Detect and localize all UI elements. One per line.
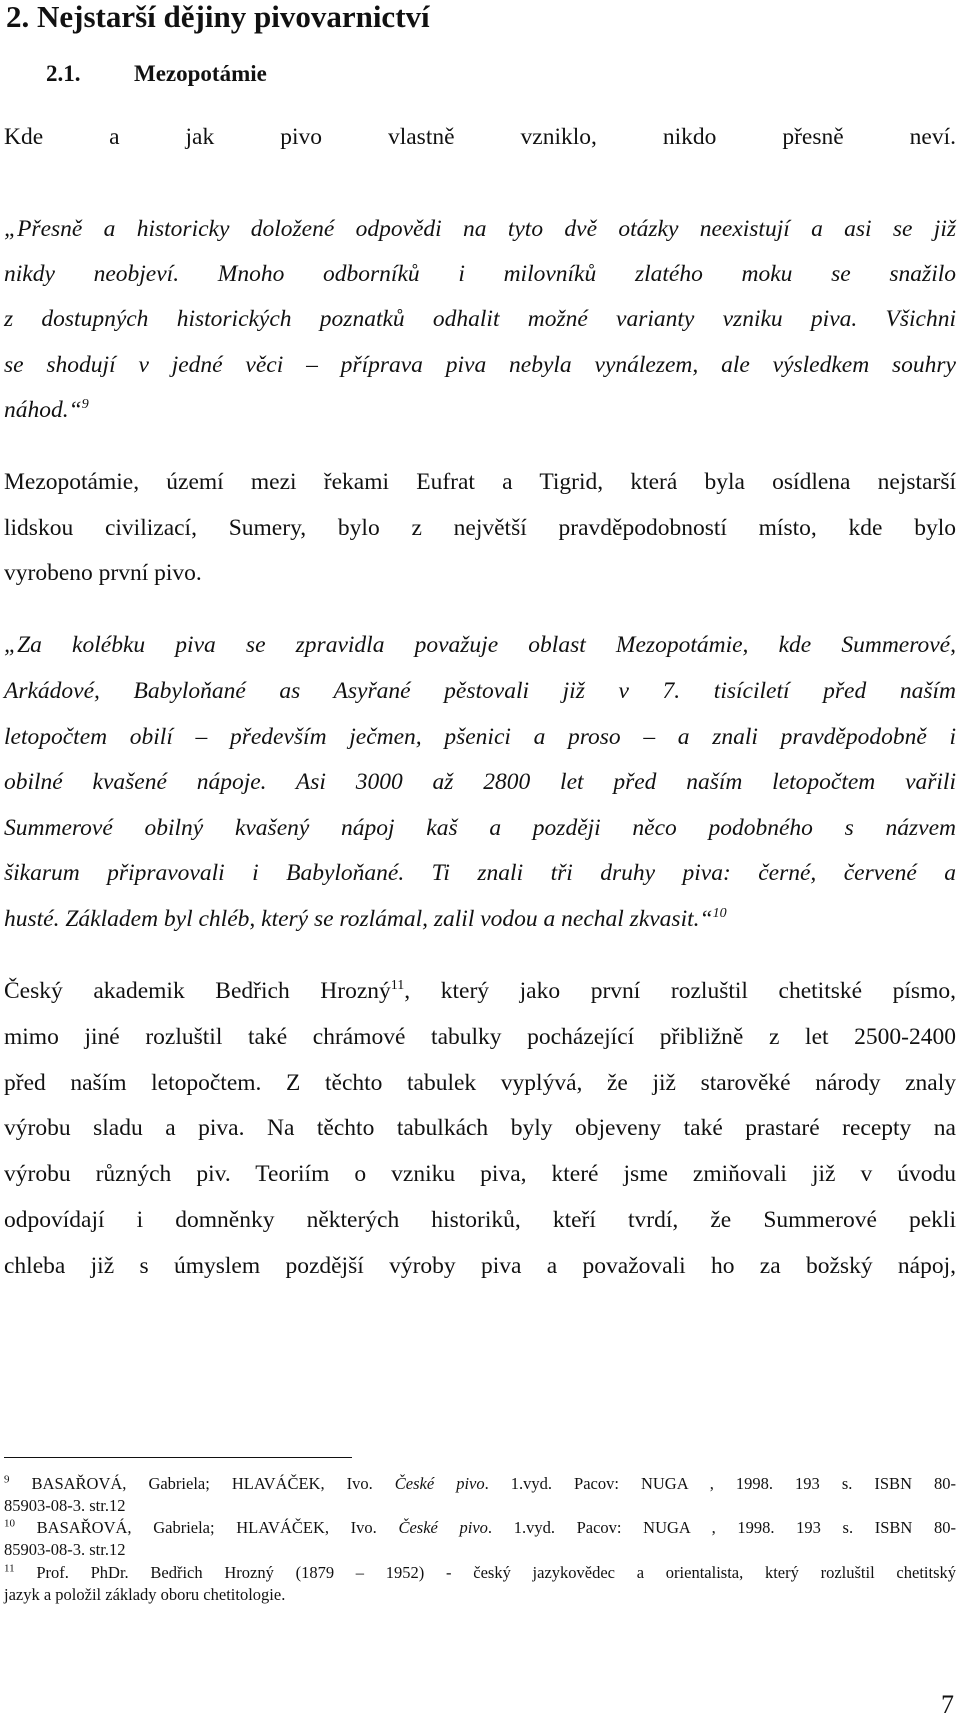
footnote-11 — [4, 1563, 956, 1585]
footnote-ref: 11 — [390, 978, 405, 994]
section-title: Mezopotámie — [134, 61, 267, 86]
quote-line: z dostupných historických poznatků odhalit možné varianty vzniku piva. Všichni — [4, 306, 956, 332]
paragraph-line: výrobu sladu a piva. Na těchto tabulkách byly objeveny také prastaré recepty na — [4, 1115, 956, 1141]
quote-last-line — [4, 904, 956, 934]
chapter-heading: 2. Nejstarší dějiny pivovarnictví — [6, 0, 430, 34]
footnote-9-continued: 85903-08-3. str.12 — [4, 1496, 126, 1515]
paragraph-line: mimo jiné rozluštil také chrámové tabulky pocházející přibližně z let 2500-2400 — [4, 1024, 956, 1050]
quote-line: Arkádové, Babyloňané as Asyřané pěstovali již v 7. tisíciletí před naším — [4, 678, 956, 704]
quote-line: „Za kolébku piva se zpravidla považuje oblast Mezopotámie, kde Summerové, — [4, 632, 956, 658]
paragraph-line — [4, 976, 956, 1006]
page-number: 7 — [941, 1690, 954, 1719]
quote-line: nikdy neobjeví. Mnoho odborníků i milovníků zlatého moku se snažilo — [4, 261, 956, 287]
quote-last-line — [4, 395, 956, 425]
quote-line: obilné kvašené nápoje. Asi 3000 až 2800 let před naším letopočtem vařili — [4, 769, 956, 795]
footnote-10-continued: 85903-08-3. str.12 — [4, 1540, 126, 1559]
paragraph-line: lidskou civilizací, Sumery, bylo z největší pravděpodobností místo, kde bylo — [4, 515, 956, 541]
paragraph-text: , který jako první rozluštil chetitské písmo, — [404, 978, 956, 1004]
footnote-text: BASAŘOVÁ, Gabriela; HLAVÁČEK, Ivo. — [9, 1474, 395, 1493]
paragraph-text: Český akademik Bedřich Hrozný — [4, 978, 391, 1004]
footnote-text: BASAŘOVÁ, Gabriela; HLAVÁČEK, Ivo. — [15, 1518, 399, 1537]
paragraph-line: chleba již s úmyslem pozdější výroby piva a považovali ho za božský nápoj, — [4, 1253, 956, 1279]
quote-line: letopočtem obilí – především ječmen, pšenici a proso – a znali pravděpodobně i — [4, 724, 956, 750]
footnote-separator — [4, 1457, 352, 1458]
footnote-book-title: České pivo — [394, 1474, 485, 1493]
quote-line: šikarum připravovali i Babyloňané. Ti znali tři druhy piva: černé, červené a — [4, 860, 956, 886]
paragraph-line: odpovídají i domněnky některých historiků, kteří tvrdí, že Summerové pekli — [4, 1207, 956, 1233]
footnote-ref: 10 — [712, 906, 727, 922]
footnote-text: . 1.vyd. Pacov: NUGA , 1998. 193 s. ISBN 80- — [484, 1474, 957, 1493]
paragraph-line: výrobu různých piv. Teoriím o vzniku piva, které jsme zmiňovali již v úvodu — [4, 1161, 956, 1187]
quote-line: „Přesně a historicky doložené odpovědi na tyto dvě otázky neexistují a asi se již — [4, 216, 956, 242]
paragraph-line: Kde a jak pivo vlastně vzniklo, nikdo přesně neví. — [4, 124, 956, 150]
footnote-book-title: České pivo — [398, 1518, 488, 1537]
quote-text: husté. Základem byl chléb, který se rozlámal, zalil vodou a nechal zkvasit.“ — [4, 906, 713, 932]
quote-line: Summerové obilný kvašený nápoj kaš a později něco podobného s názvem — [4, 815, 956, 841]
footnote-ref: 9 — [81, 397, 89, 413]
footnote-11-continued: jazyk a položil základy oboru chetitologie. — [4, 1585, 286, 1604]
paragraph-line: Mezopotámie, území mezi řekami Eufrat a Tigrid, která byla osídlena nejstarší — [4, 469, 956, 495]
paragraph-line: před naším letopočtem. Z těchto tabulek vyplývá, že již starověké národy znaly — [4, 1070, 956, 1096]
quote-text: náhod.“ — [4, 397, 82, 423]
footnote-number: 11 — [4, 1562, 15, 1575]
footnote-text: Prof. PhDr. Bedřich Hrozný (1879 – 1952) - český jazykovědec a orientalista, který rozluštil chetitský — [14, 1563, 956, 1582]
footnote-9 — [4, 1474, 956, 1496]
footnote-text: . 1.vyd. Pacov: NUGA , 1998. 193 s. ISBN 80- — [487, 1518, 956, 1537]
section-number: 2.1. — [46, 61, 81, 86]
quote-line: se shodují v jedné věci – příprava piva nebyla vynálezem, ale výsledkem souhry — [4, 352, 956, 378]
footnote-number: 10 — [4, 1517, 15, 1530]
section-heading — [46, 60, 267, 88]
paragraph-line: vyrobeno první pivo. — [4, 560, 202, 586]
footnote-number: 9 — [4, 1473, 10, 1486]
footnote-10 — [4, 1518, 956, 1540]
